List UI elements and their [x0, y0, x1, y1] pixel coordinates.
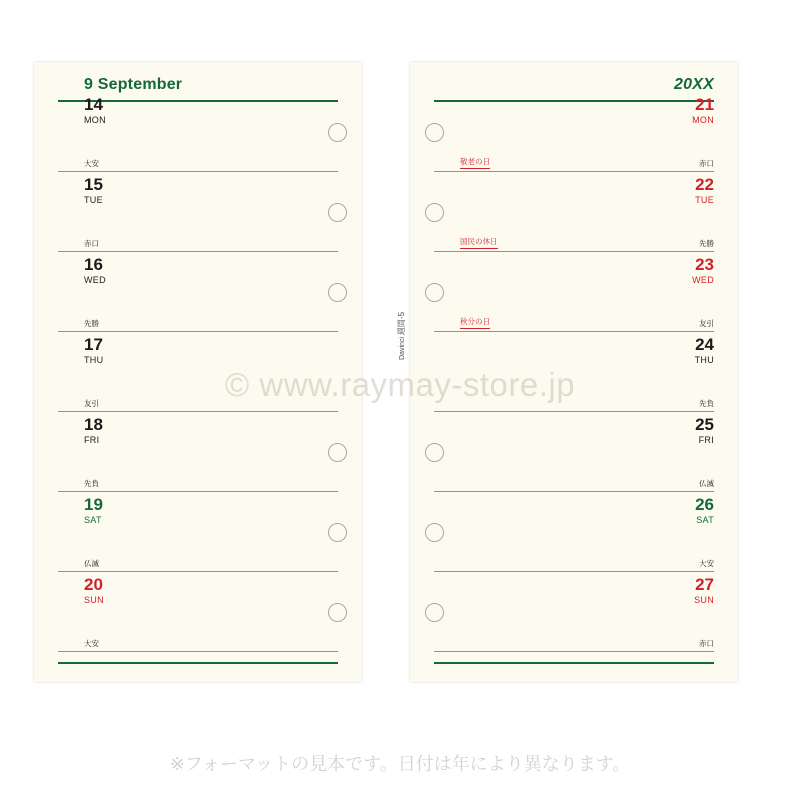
- day-number: 18: [84, 415, 103, 434]
- punch-hole: [328, 603, 347, 622]
- day-number: 26: [695, 495, 714, 514]
- rokuyo-label: 大安: [699, 559, 714, 568]
- holiday-label: 秋分の日: [460, 316, 490, 329]
- day-number: 22: [695, 175, 714, 194]
- rokuyo-label: 先負: [699, 399, 714, 408]
- day-weekday-abbr: WED: [84, 275, 106, 285]
- rokuyo-label: 仏滅: [699, 479, 714, 488]
- day-row[interactable]: [58, 492, 338, 572]
- day-number: 21: [695, 95, 714, 114]
- day-weekday-abbr: FRI: [84, 435, 100, 445]
- day-weekday-abbr: MON: [692, 115, 714, 125]
- holiday-label: 国民の休日: [460, 236, 498, 249]
- punch-hole: [328, 203, 347, 222]
- page-right-content: [434, 62, 714, 682]
- day-row[interactable]: [434, 332, 714, 412]
- day-number: 24: [695, 335, 714, 354]
- punch-hole: [425, 203, 444, 222]
- day-row[interactable]: [434, 492, 714, 572]
- day-number: 15: [84, 175, 103, 194]
- rokuyo-label: 友引: [699, 319, 714, 328]
- punch-hole: [425, 603, 444, 622]
- rokuyo-label: 赤口: [699, 639, 714, 648]
- day-row[interactable]: [58, 92, 338, 172]
- day-weekday-abbr: WED: [692, 275, 714, 285]
- day-row[interactable]: [58, 572, 338, 652]
- day-row[interactable]: [58, 172, 338, 252]
- footer-divider: [434, 662, 714, 664]
- spine-label: [396, 312, 407, 360]
- day-row[interactable]: [434, 572, 714, 652]
- punch-hole: [425, 443, 444, 462]
- rokuyo-label: 友引: [84, 399, 99, 408]
- day-weekday-abbr: SAT: [84, 515, 102, 525]
- format-note: ※フォーマットの見本です。日付は年により異なります。: [169, 754, 631, 775]
- rokuyo-label: 先勝: [699, 239, 714, 248]
- day-number: 14: [84, 95, 103, 114]
- day-row[interactable]: [434, 252, 714, 332]
- day-row[interactable]: [434, 172, 714, 252]
- rokuyo-label: 赤口: [699, 159, 714, 168]
- day-number: 25: [695, 415, 714, 434]
- day-rows-left: [58, 92, 338, 662]
- rokuyo-label: 赤口: [84, 239, 99, 248]
- day-weekday-abbr: TUE: [695, 195, 714, 205]
- punch-hole: [425, 523, 444, 542]
- day-divider: [58, 651, 338, 652]
- spine-brand: Davinci: [399, 337, 406, 360]
- day-row[interactable]: [434, 412, 714, 492]
- day-row[interactable]: [58, 332, 338, 412]
- rokuyo-label: 先勝: [84, 319, 99, 328]
- punch-hole: [425, 283, 444, 302]
- day-number: 23: [695, 255, 714, 274]
- day-row[interactable]: [434, 92, 714, 172]
- planner-page-right: [410, 62, 738, 682]
- rokuyo-label: 仏滅: [84, 559, 99, 568]
- holiday-label: 敬老の日: [460, 156, 490, 169]
- spine-series: 週間‐5: [397, 311, 406, 336]
- day-weekday-abbr: TUE: [84, 195, 103, 205]
- day-weekday-abbr: SUN: [694, 595, 714, 605]
- punch-hole: [425, 123, 444, 142]
- day-weekday-abbr: SUN: [84, 595, 104, 605]
- planner-page-left: [34, 62, 362, 682]
- day-weekday-abbr: THU: [694, 355, 714, 365]
- day-weekday-abbr: SAT: [696, 515, 714, 525]
- day-weekday-abbr: THU: [84, 355, 104, 365]
- day-weekday-abbr: MON: [84, 115, 106, 125]
- month-title: 9 September: [84, 76, 183, 93]
- day-number: 16: [84, 255, 103, 274]
- day-divider: [434, 651, 714, 652]
- day-row[interactable]: [58, 412, 338, 492]
- watermark: © www.raymay-store.jp: [224, 366, 576, 403]
- rokuyo-label: 先負: [84, 479, 99, 488]
- punch-hole: [328, 123, 347, 142]
- year-title: 20XX: [674, 76, 714, 93]
- day-weekday-abbr: FRI: [698, 435, 714, 445]
- page-left-content: [58, 62, 338, 682]
- day-number: 19: [84, 495, 103, 514]
- rokuyo-label: 大安: [84, 639, 99, 648]
- rokuyo-label: 大安: [84, 159, 99, 168]
- footer-divider: [58, 662, 338, 664]
- punch-hole: [328, 283, 347, 302]
- day-rows-right: [434, 92, 714, 662]
- day-number: 17: [84, 335, 103, 354]
- punch-hole: [328, 523, 347, 542]
- day-number: 27: [695, 575, 714, 594]
- day-number: 20: [84, 575, 103, 594]
- day-row[interactable]: [58, 252, 338, 332]
- punch-hole: [328, 443, 347, 462]
